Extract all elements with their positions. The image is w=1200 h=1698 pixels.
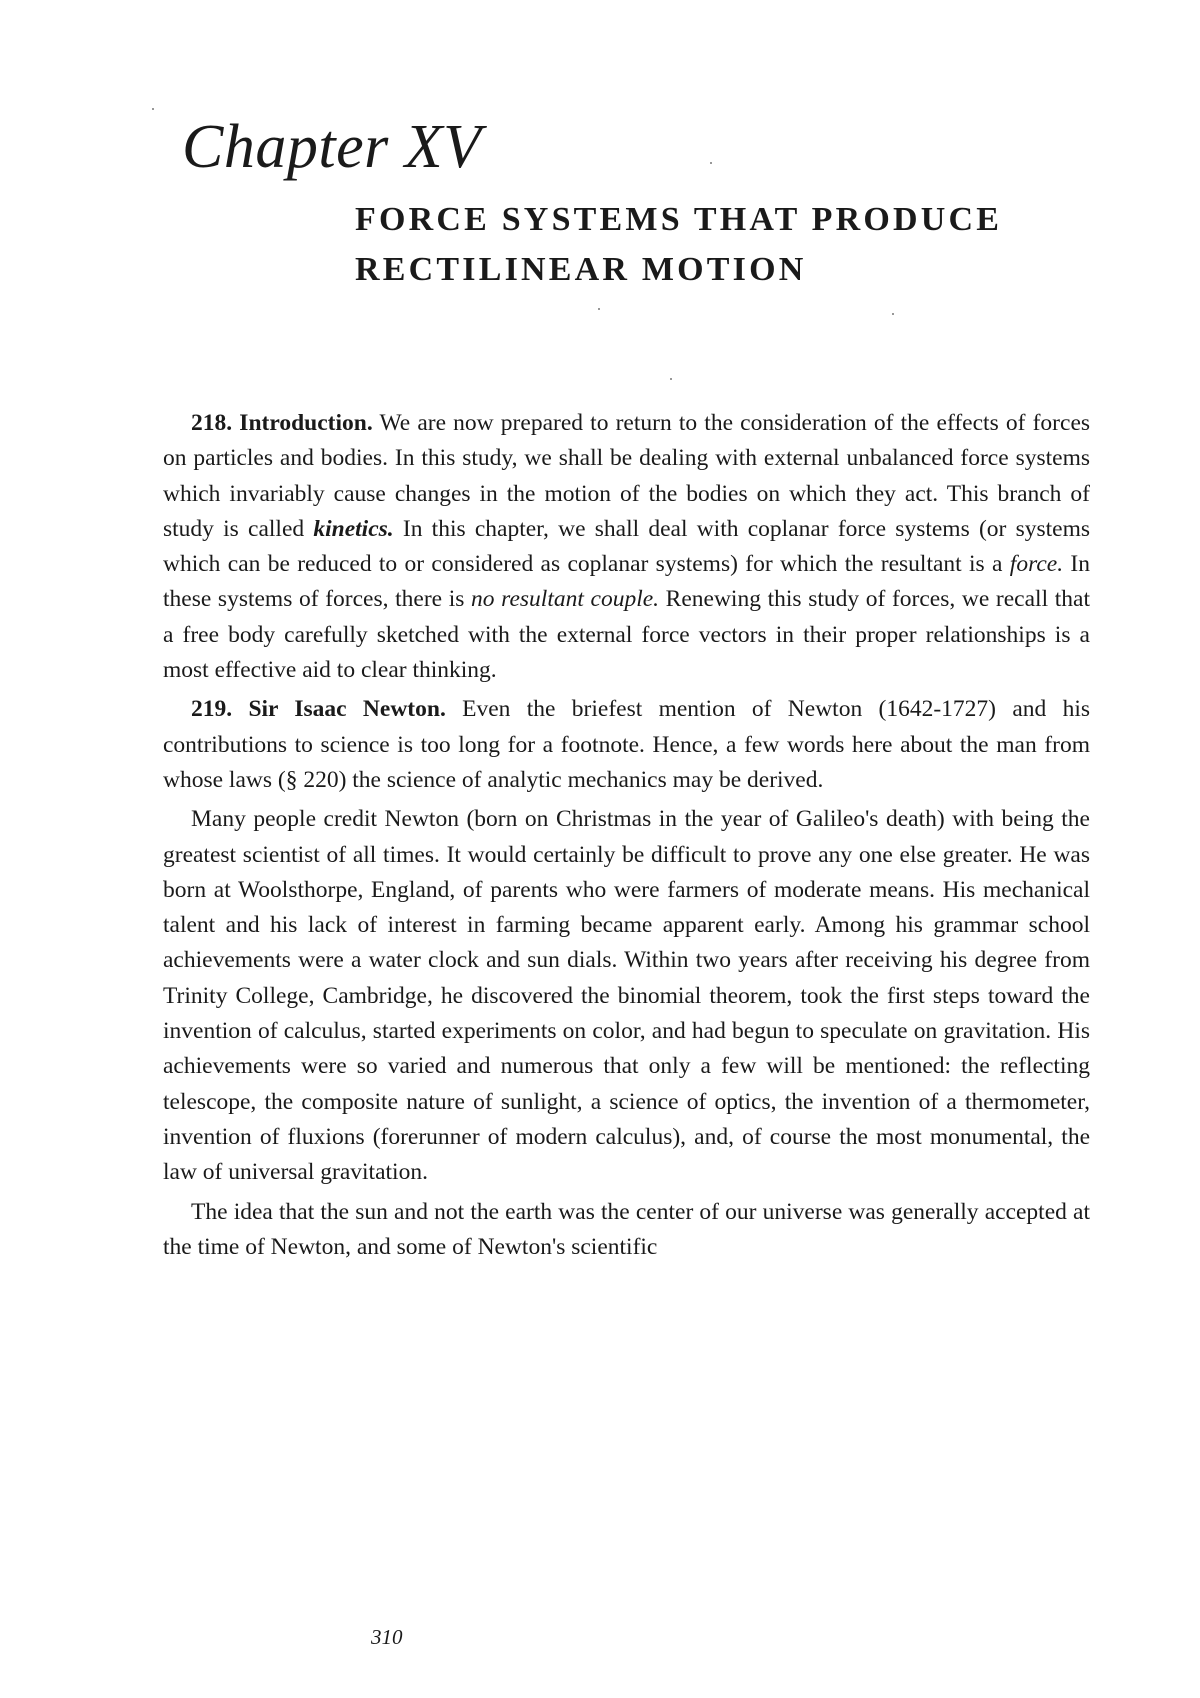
section-219-heading: Sir Isaac Newton.: [248, 696, 446, 723]
chapter-title-line-1: FORCE SYSTEMS THAT PRODUCE: [355, 201, 1003, 238]
section-219-paragraph-2: Many people credit Newton (born on Christmas in the year of Galileo's death) with being the greatest scientist of all times. It would certainly be difficult to prove any one else greater. He was born at Woolsthorpe, England, of parents who were farmers of moderate means. His mechanical talent and his lack of interest in farming became apparent early. Among his grammar school achievements were a water clock and sun dials. Within two years after receiving his degree from Trinity College, Cambridge, he discovered the binomial theorem, took the first steps toward the invention of calculus, started experiments on color, and had begun to speculate on gravitation. His achievements were so varied and numerous that only a few will be mentioned: the reflecting telescope, the composite nature of sunlight, a science of optics, the invention of a thermometer, invention of fluxions (forerunner of modern calculus), and, of course the most monumental, the law of universal gravitation.: [163, 806, 1090, 1186]
scan-speck: [670, 378, 672, 380]
page-number: 310: [371, 1625, 403, 1649]
section-218-heading: Introduction.: [239, 410, 373, 436]
chapter-title-line-2: RECTILINEAR MOTION: [355, 251, 807, 288]
body-text: [163, 402, 1090, 1265]
section-218-text-3: In these systems of forces, there is: [163, 551, 1090, 613]
scan-speck: [598, 308, 600, 310]
term-kinetics: kinetics.: [313, 515, 394, 542]
term-force: force.: [1009, 551, 1064, 578]
section-219-paragraph: [163, 692, 1090, 798]
section-218-text-2: In this chapter, we shall deal with coplanar force systems (or systems which can be reduced to or considered as coplanar systems) for which the resultant is a: [163, 515, 1090, 578]
section-219-number: 219.: [191, 696, 233, 723]
scan-speck: [892, 313, 894, 315]
section-219-paragraph-3: The idea that the sun and not the earth was the center of our universe was generally accepted at the time of Newton, and some of Newton's scientific: [163, 1198, 1090, 1260]
chapter-label: Chapter XV: [182, 113, 482, 181]
term-no-resultant-couple: no resultant couple.: [471, 586, 660, 613]
section-218-paragraph: [163, 406, 1090, 688]
chapter-title: [355, 195, 1055, 295]
section-219-text-1: Even the briefest mention of Newton (1642-1727) and his contributions to science is too long for a footnote. Hence, a few words here about the man from whose laws (§ 220) the science of analytic mechanics may be derived.: [163, 696, 1091, 793]
scan-speck: [710, 162, 712, 164]
section-218-text-1: We are now prepared to return to the consideration of the effects of forces on particles and bodies. In this study, we shall be dealing with external unbalanced force systems which invariably cause changes in the motion of the bodies on which they act. This branch of study is called: [163, 410, 1091, 542]
scan-speck: [152, 108, 154, 110]
section-218-number: 218.: [191, 410, 233, 436]
section-218-text-4: Renewing this study of forces, we recall that a free body carefully sketched with the external force vectors in their proper relationships is a most effective aid to clear thinking.: [163, 586, 1090, 684]
